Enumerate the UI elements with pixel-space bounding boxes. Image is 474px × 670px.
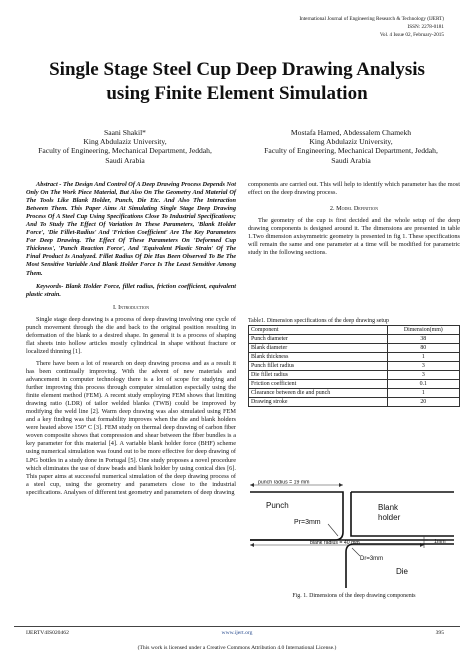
dr-leader-line: [352, 548, 360, 556]
table-cell: Drawing stroke: [249, 398, 388, 407]
punch-label: Punch: [266, 501, 289, 510]
right-column: [248, 181, 460, 257]
journal-name: International Journal of Engineering Research & Technology (IJERT): [299, 16, 444, 22]
author-block-right: [240, 128, 462, 165]
table-cell: 80: [387, 344, 459, 353]
punch-fillet-label: Pr=3mm: [294, 519, 321, 526]
table-cell: 3: [387, 362, 459, 371]
punch-outline: [250, 492, 343, 540]
footer-site-link[interactable]: www.ijert.org: [221, 630, 253, 636]
table-cell: 1: [387, 353, 459, 362]
table-cell: 38: [387, 335, 459, 344]
table-cell: Blank diameter: [249, 344, 388, 353]
journal-header: [299, 15, 444, 39]
footer-rule: [14, 626, 460, 627]
author-affiliation: King Abdulaziz University,: [309, 137, 393, 147]
keywords-text: Blank Holder Force, fillet radius, friction coefficient, equivalent plastic strain.: [26, 282, 236, 298]
table-cell: Blank thickness: [249, 353, 388, 362]
table-row: [249, 353, 460, 362]
model-paragraph: The geometry of the cup is first decided and the whole setup of the deep drawing components is designed around it. The dimensions are presented in table 1.Two dimension axisymmetric geometry is presented in fig 1. These specifications will remain the same and one parameter at a time will be modified for parametric study in the following sections.: [248, 217, 460, 257]
table-row: [249, 362, 460, 371]
table-header-cell: Dimension(mm): [387, 326, 459, 335]
author-block-left: [14, 128, 236, 165]
abstract-text: The Design And Control Of A Deep Drawing Process Depends Not Only On The Work Piece Material, But Also On The Geometry And Material Of The Tools Like Blank Holder, Punch, Die Etc. And Also The Interaction Between Them. This Paper Aims At Simulating Single Stage Deep Drawing Process Of A Steel Cup Using Specifications Close To Industrial Specifications; And To Study The Effect Of Variation In These Parameters, 'Blank Holder Force', 'Die Fillet-Radius' And 'Friction Coefficient' Are The Key Parameters For Deep Drawing. The Effect Of These Parameters On 'Deformed Cup Thickness', 'Punch Reaction Force', And 'Equivalent Plastic Strain' Of The Final Product Is Analyzed. Fillet Radius Of Die Has Been Observed To Be The Most Sensitive Variable And Blank Holder Force Is The Least Sensitive Among Them.: [26, 181, 236, 277]
author-affiliation: Saudi Arabia: [105, 155, 145, 165]
table-row: [249, 344, 460, 353]
blank-holder-label-1: Blank: [378, 503, 399, 512]
title-line-1: Single Stage Steel Cup Deep Drawing Analysis: [49, 59, 425, 80]
table-caption: Table1. Dimension specifications of the deep drawing setup: [248, 318, 389, 324]
table-row: [249, 371, 460, 380]
table-cell: Die fillet radius: [249, 371, 388, 380]
intro-paragraph-1: Single stage deep drawing is a process of deep drawing involving one cycle of punch movement through the die and back to the original position resulting in deformation of the blank to a desired shape. In general it is a process of shaping flat sheets into hollow articles mostly cylindrical in shape without fracture or localized thinning [1].: [26, 315, 236, 355]
table-cell: 1: [387, 389, 459, 398]
keywords-label: Keywords-: [36, 282, 64, 290]
keywords: [26, 283, 236, 299]
intro-paragraph-2: There have been a lot of research on deep drawing process and as a result it has been continually improving. With the advent of new materials and advancement in computer technology there is a lot of scope for studying and further improving this process through computer simulation especially using the finite element method (FEM). A recent study employing FEM shows that limiting drawing ratio (LDR) of tailor welded blanks (TWB) could be improved by modifying the weld line [2]. Warm deep drawing was also simulated using FEM and a key finding was that formability improves when the die and blank holders were heated above 150° C [3]. FEM study on thermal deep drawing of carbon fiber woven composite shows that compression and shear between the fiber bundles is a key parameter for this material [4]. A variable blank holder force (BHF) scheme using numerical simulation was found out to be more effective for deep drawing of LPG bottles in a study done in Portugal [5]. One study proposes a novel procedure which eliminates the use of draw beads and blank holder by using conical dies [6]. This paper aims at successful numerical simulation of the deep drawing process of a steel cup, using the geometry and parameters close to the industrial specifications. Analyses of different test geometry and parameters of deep drawing: [26, 359, 236, 496]
author-affiliation: King Abdulaziz University,: [83, 137, 167, 147]
title-line-2: using Finite Element Simulation: [106, 83, 368, 104]
abstract-label: Abstract -: [36, 181, 63, 188]
author-affiliation: Saudi Arabia: [331, 155, 371, 165]
dimension-table-block: [248, 318, 460, 407]
author-name: Saani Shakil*: [104, 128, 146, 137]
table-cell: Punch diameter: [249, 335, 388, 344]
table-header-cell: Component: [249, 326, 388, 335]
paper-title: [20, 58, 454, 106]
author-affiliation: Faculty of Engineering, Mechanical Department, Jeddah,: [264, 146, 438, 156]
table-row: [249, 398, 460, 407]
footer-license: (This work is licensed under a Creative Commons Attribution 4.0 International License.): [137, 645, 337, 651]
die-fillet-label: Dr=3mm: [360, 556, 384, 562]
table-cell: 3: [387, 371, 459, 380]
section-heading-model: 2. Model Definition: [329, 205, 379, 213]
journal-issn: ISSN: 2278-0181: [407, 24, 444, 30]
punch-radius-label: punch radius = 19 mm: [258, 480, 310, 486]
intro-continuation: components are carried out. This will help to identify which parameter has the most effect on the deep drawing process.: [248, 181, 460, 197]
table-cell: Punch fillet radius: [249, 362, 388, 371]
die-label: Die: [396, 567, 409, 576]
figure-caption: Fig. 1. Dimensions of the deep drawing components: [292, 593, 416, 599]
table-row: [249, 380, 460, 389]
die-outline: [346, 544, 454, 588]
thickness-label: 1mm: [434, 539, 446, 545]
section-heading-introduction: I. Introduction: [112, 303, 150, 311]
table-row: [249, 389, 460, 398]
blank-holder-label-2: holder: [378, 513, 401, 522]
footer-code: IJERTV4IS020462: [26, 630, 69, 636]
author-affiliation: Faculty of Engineering, Mechanical Department, Jeddah,: [38, 146, 212, 156]
journal-volume: Vol. 4 Issue 02, February-2015: [379, 32, 444, 38]
table-header-row: [249, 326, 460, 335]
pr-leader-line: [328, 524, 338, 536]
blank-radius-label: blank radius = 40 mm: [310, 540, 360, 546]
blank-holder-outline: [351, 492, 454, 536]
table-cell: Friction coefficient: [249, 380, 388, 389]
author-name: Mostafa Hamed, Abdessalem Chamekh: [290, 128, 412, 137]
table-cell: 0.1: [387, 380, 459, 389]
abstract: [26, 181, 236, 278]
table-row: [249, 335, 460, 344]
table-cell: 20: [387, 398, 459, 407]
left-column: [26, 181, 236, 497]
table-cell: Clearance between die and punch: [249, 389, 388, 398]
dimension-table: [248, 325, 460, 407]
deep-drawing-diagram: [248, 480, 460, 590]
footer-page-number: 395: [435, 630, 444, 636]
